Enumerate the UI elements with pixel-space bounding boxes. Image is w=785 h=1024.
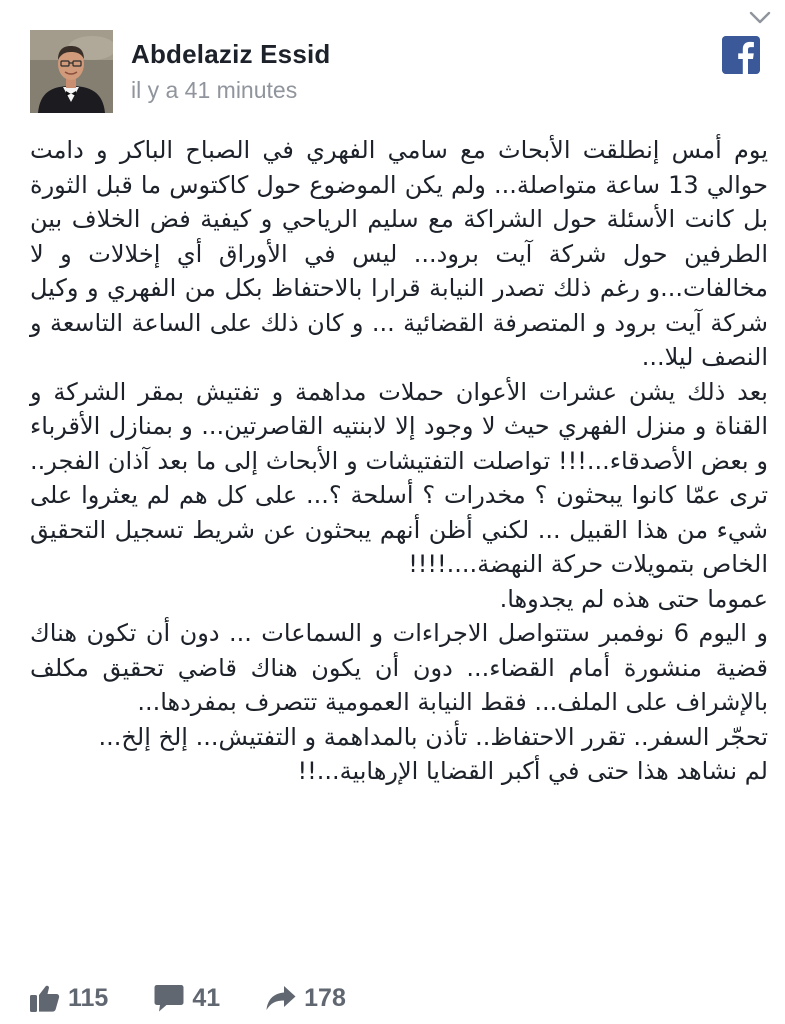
chevron-down-icon bbox=[749, 11, 771, 25]
thumbs-up-icon bbox=[30, 984, 60, 1012]
comment-count: 41 bbox=[192, 983, 221, 1012]
comment-bubble-icon bbox=[154, 984, 184, 1012]
post-body bbox=[30, 133, 768, 789]
author-name[interactable]: Abdelaziz Essid bbox=[131, 39, 331, 69]
share-arrow-icon bbox=[266, 985, 296, 1011]
post-timestamp[interactable]: il y a 41 minutes bbox=[131, 77, 298, 103]
post-paragraph: بعد ذلك يشن عشرات الأعوان حملات مداهمة و تفتيش بمقر الشركة و القناة و منزل الفهري حيث لا وجود إلا لابنتيه القاصرتين... و بمنازل الأقرباء و بعض الأصدقاء...!!! تواصلت التفتيشات و الأبحاث إلى ما بعد آذان الفجر.. ترى عمّا كانوا يبحثون ؟ مخدرات ؟ أسلحة ؟... على كل هم لم يعثروا على شيء من هذا القبيل ... لكني أظن أنهم يبحثون عن شريط تسجيل التحقيق الخاص بتمويلات حركة النهضة....!!!! bbox=[30, 377, 768, 578]
avatar-image bbox=[30, 30, 113, 113]
author-avatar[interactable] bbox=[30, 30, 113, 113]
post-paragraph: عموما حتى هذه لم يجدوها. bbox=[499, 584, 768, 613]
like-count: 115 bbox=[68, 983, 109, 1012]
share-stat[interactable] bbox=[266, 984, 346, 1013]
facebook-logo-icon bbox=[722, 36, 760, 74]
post-options-chevron[interactable] bbox=[745, 4, 775, 32]
like-stat[interactable] bbox=[30, 984, 108, 1013]
post-stats-bar bbox=[30, 978, 392, 1018]
post-paragraph: و اليوم 6 نوفمبر ستتواصل الاجراءات و السماعات ... دون أن تكون هناك قضية منشورة أمام القضاء... دون أن يكون هناك قاضي تحقيق مكلف بالإشراف على الملف... فقط النيابة العمومية تتصرف بمفردها... تحجّر السفر.. تقرر الاحتفاظ.. تأذن بالمداهمة و التفتيش... إلخ إلخ... لم نشاهد هذا حتى في أكبر القضايا الإرهابية...!! bbox=[30, 619, 768, 785]
post-paragraph: يوم أمس إنطلقت الأبحاث مع سامي الفهري في الصباح الباكر و دامت حوالي 13 ساعة متواصلة... ولم يكن الموضوع حول كاكتوس ما قبل الثورة بل كانت الأسئلة حول الشراكة مع سليم الرياحي و كيفية فض الخلاف بين الطرفين حول شركة آيت برود... ليس في الأوراق أي إخلالات و لا مخالفات...و رغم ذلك تصدر النيابة قرارا بالاحتفاظ بكل من الفهري و وكيل شركة آيت برود و المتصرفة القضائية ... و كان ذلك على الساعة التاسعة و النصف ليلا... bbox=[30, 136, 768, 371]
share-count: 178 bbox=[304, 983, 346, 1012]
comment-stat[interactable] bbox=[154, 984, 220, 1013]
